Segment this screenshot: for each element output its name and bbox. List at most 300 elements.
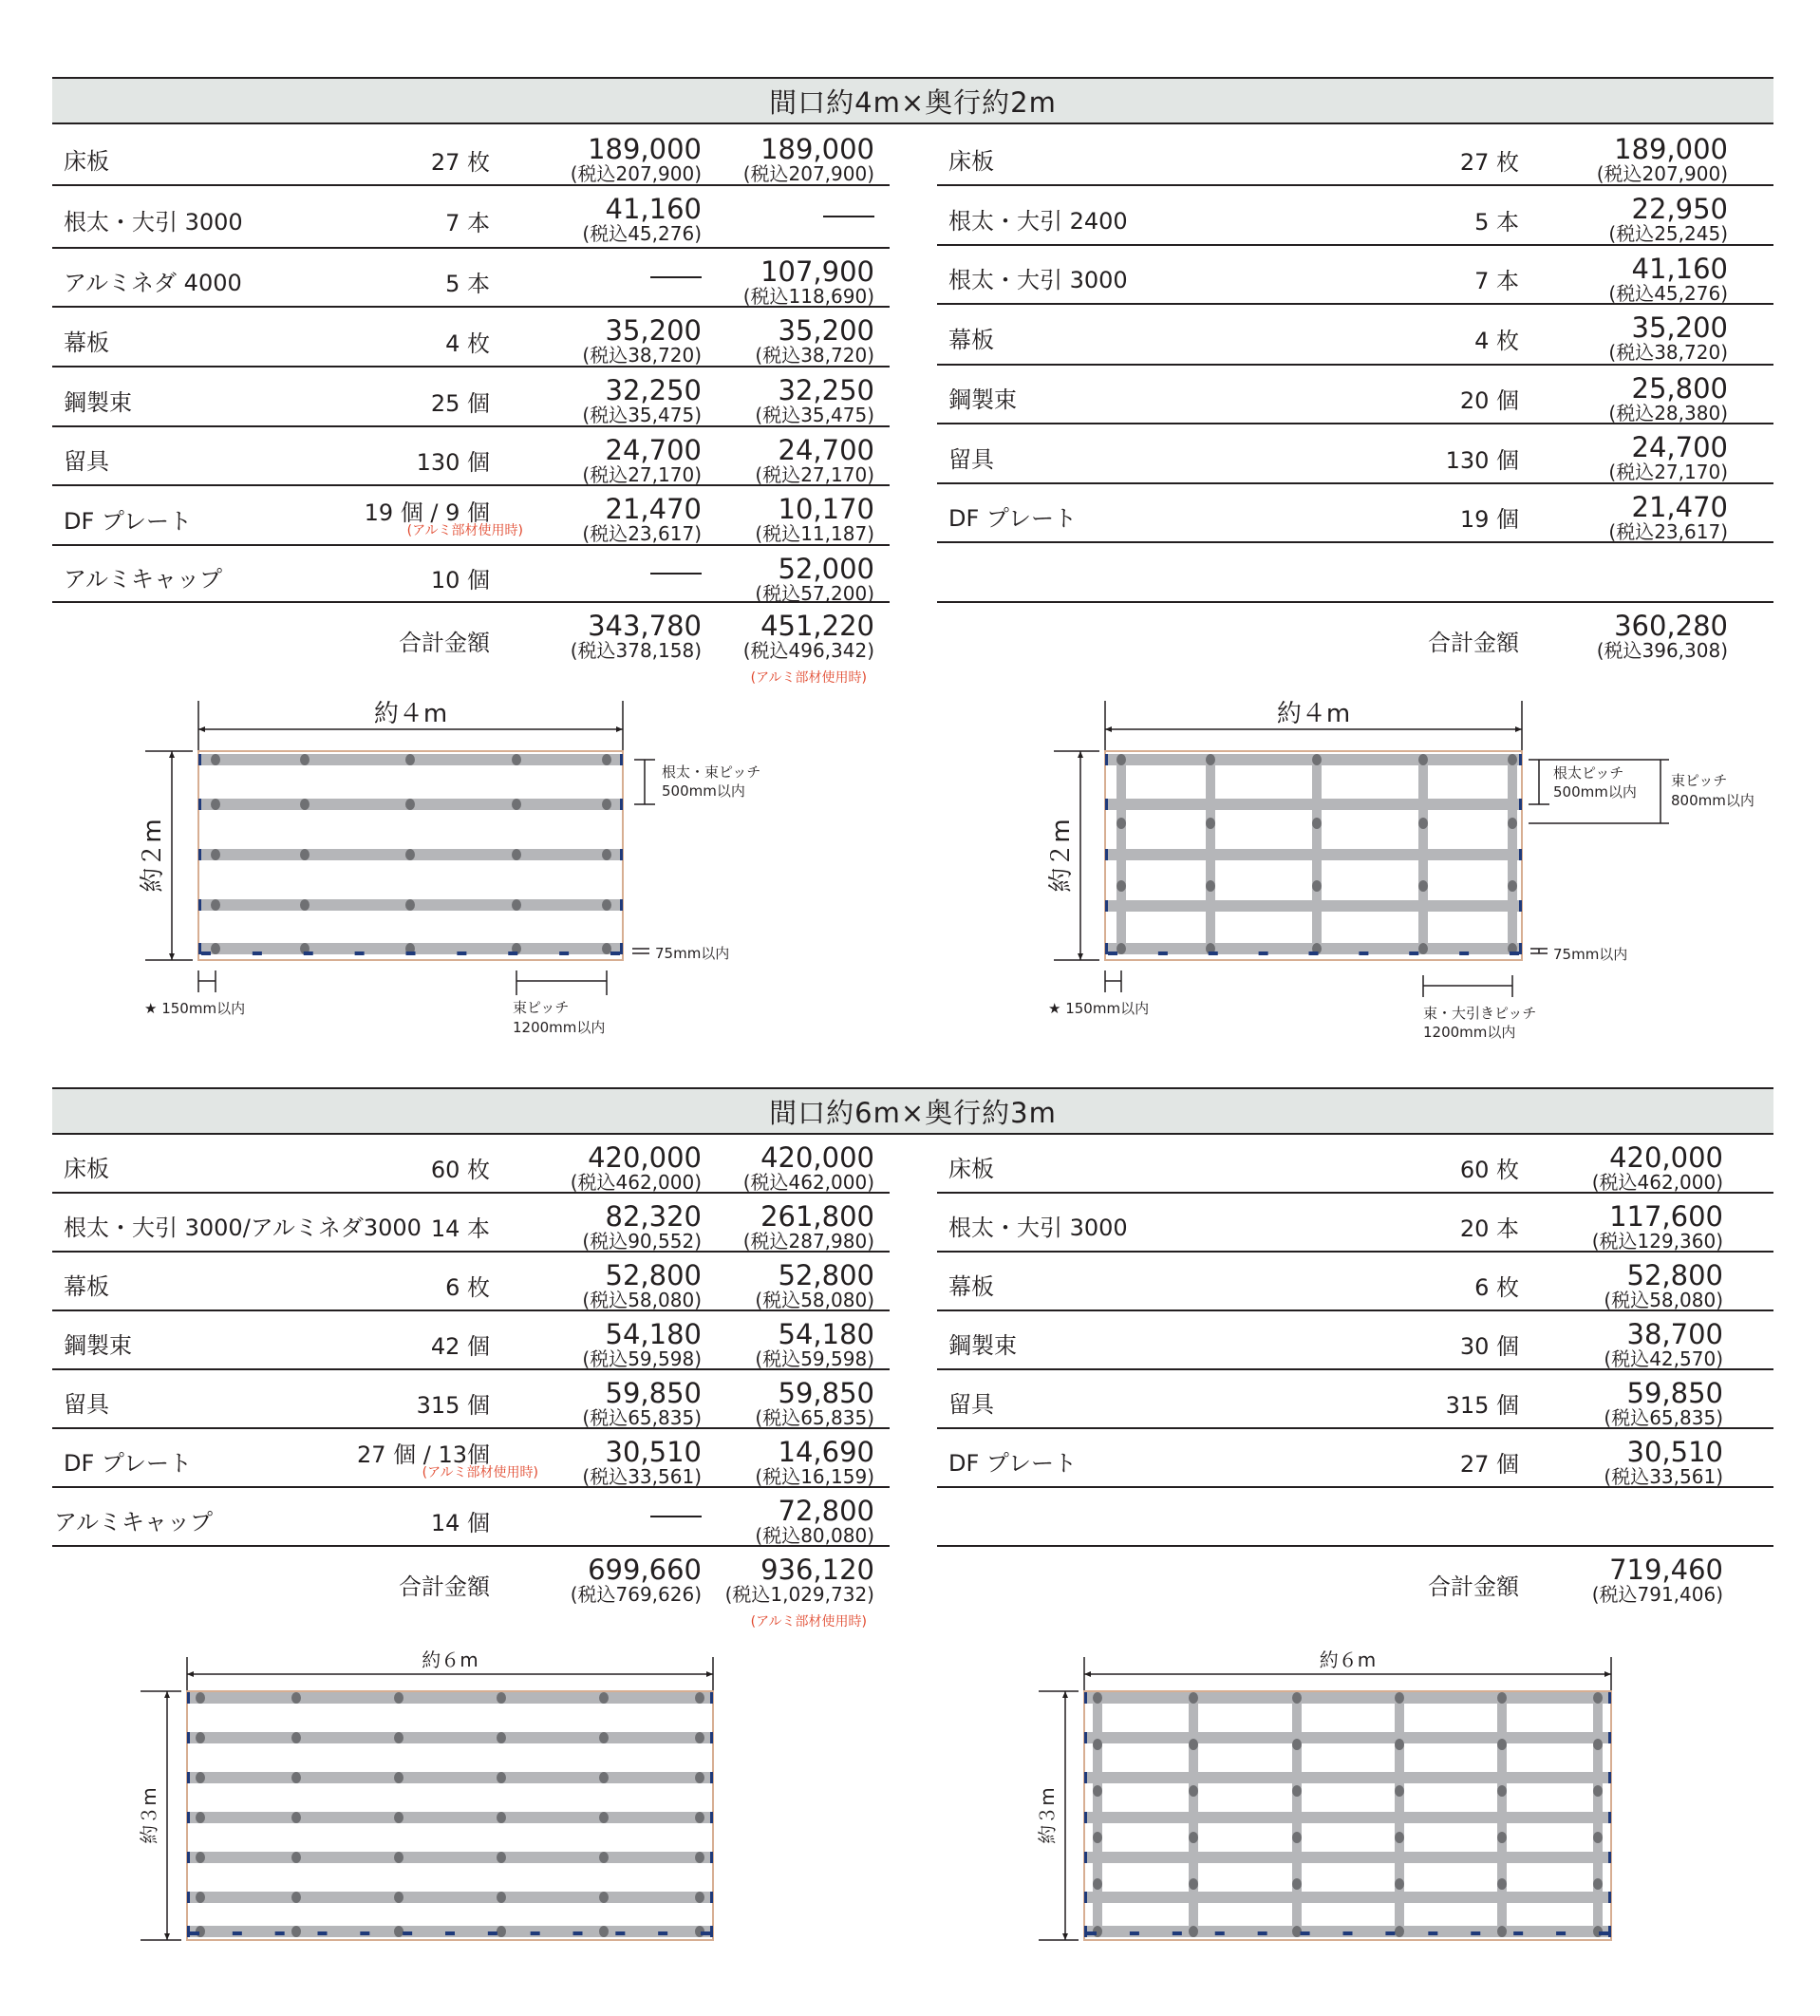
joist-pitch-value: 500mm以内 [1553,783,1637,801]
joist-beam [1084,1692,1611,1704]
steel-post [695,1892,704,1903]
price-standard-value: 30,510 [605,1436,702,1468]
steel-post [196,1812,205,1823]
steel-post [300,754,310,765]
item-name: 床板 [64,1156,109,1182]
price-tax: (税込38,720) [1608,341,1728,364]
price-tax: (税込42,570) [1604,1347,1723,1370]
joist-end-marker [187,1772,190,1783]
total-price-value: 360,280 [1614,610,1728,642]
fastener-marker [403,1931,412,1935]
fastener-marker [1599,1931,1608,1935]
price-tax: (税込27,170) [1608,461,1728,483]
price-standard-value: 82,320 [605,1200,702,1233]
depth-label: 約３m [1036,1787,1059,1844]
arrow-head-icon [1084,1671,1091,1677]
steel-post [1593,1832,1603,1843]
item-name: 幕板 [948,1273,994,1300]
item-quantity: 315 個 [416,1392,490,1419]
steel-post [405,754,415,765]
joist-end-marker [620,799,623,810]
price-aluminum-tax: (税込80,080) [755,1524,874,1547]
arrow-head-icon [164,1933,170,1940]
arrow-head-icon [1604,1671,1611,1677]
price-aluminum-tax: (税込65,835) [755,1406,874,1429]
steel-post [1508,880,1517,892]
item-quantity: 20 個 [1459,387,1519,414]
item-name: DF プレート [948,505,1077,532]
steel-post [1497,1785,1507,1797]
price-tax: (税込207,900) [1596,162,1728,185]
steel-post [1189,1785,1198,1797]
steel-post [1418,754,1428,765]
fastener-marker [275,1931,285,1935]
arrow-head-icon [1515,726,1522,732]
steel-post [394,1812,403,1823]
steel-post [394,1926,403,1937]
price-standard-tax: (税込23,617) [582,522,702,545]
post-pitch-label: 束・大引きピッチ [1423,1005,1537,1022]
price-value: 30,510 [1626,1436,1723,1468]
steel-post [1093,1785,1102,1797]
item-quantity: 14 個 [430,1510,490,1536]
width-label: 約６m [1319,1649,1377,1671]
item-name: 留具 [64,448,109,475]
joist-end-marker [1519,849,1522,860]
steel-post [1593,1785,1603,1797]
steel-post [211,943,220,954]
joist-end-marker [1608,1772,1611,1783]
steel-post [695,1852,704,1863]
item-name: 鋼製束 [948,386,1017,413]
price-aluminum-value: 54,180 [778,1318,874,1350]
steel-post [211,899,220,911]
item-name: DF プレート [64,1450,192,1477]
fastener-marker [1459,951,1469,955]
item-name: 留具 [948,445,994,473]
steel-post [300,899,310,911]
price-tax: (税込25,245) [1608,222,1728,245]
price-value: 24,700 [1631,431,1728,463]
arrow-head-icon [1105,726,1112,732]
arrow-head-icon [1062,1691,1068,1698]
joist-pitch-label: 根太ピッチ [1553,764,1624,782]
item-name: 鋼製束 [64,388,132,416]
item-quantity: 14 本 [430,1215,490,1242]
price-standard-tax: (税込59,598) [582,1347,702,1370]
steel-post [1292,1739,1302,1750]
aluminum-note: (アルミ部材使用時) [406,522,523,538]
price-aluminum-tax: (税込287,980) [742,1230,874,1253]
joist-beam [1084,1772,1611,1783]
item-name: アルミネダ 4000 [64,270,242,296]
steel-post [1593,1878,1603,1890]
steel-post [1189,1878,1198,1890]
item-quantity: 27 枚 [1459,148,1519,176]
fastener-marker [190,1931,199,1935]
total-aluminum-tax: (税込496,342) [742,639,874,662]
joist-end-marker [1519,754,1522,765]
item-name: 鋼製束 [948,1332,1017,1359]
steel-post [196,1892,205,1903]
joist-beam [1084,1812,1611,1823]
joist-beam [187,1852,713,1863]
steel-post [1312,818,1322,829]
steel-post [695,1732,704,1743]
item-name: 幕板 [948,327,994,353]
price-aluminum-value: 24,700 [778,434,874,466]
post-pitch-label: 束ピッチ [1671,772,1728,789]
steel-post [1395,1926,1404,1937]
item-name: 根太・大引 2400 [948,207,1128,235]
item-quantity: 130 個 [1445,446,1519,474]
joist-end-marker [1608,1852,1611,1863]
steel-post [1206,754,1215,765]
joist-beam [187,1772,713,1783]
fastener-marker [573,1931,583,1935]
steel-post [599,1852,609,1863]
fastener-marker [1309,951,1319,955]
total-standard-tax: (税込769,626) [570,1583,702,1606]
steel-post [512,799,521,810]
section-1-title: 間口約4m×奥行約2m [769,85,1057,119]
item-name: 床板 [948,147,994,175]
edge-distance-label: 75mm以内 [1553,946,1628,963]
joist-beam [187,1892,713,1903]
fastener-marker [615,1931,625,1935]
total-standard-value: 343,780 [588,610,702,642]
steel-post [695,1772,704,1783]
price-value: 420,000 [1609,1141,1723,1174]
steel-post [602,943,611,954]
width-label: 約６m [422,1649,478,1671]
arrow-head-icon [187,1671,194,1677]
post-pitch-value: 1200mm以内 [1423,1024,1516,1041]
post-pitch-value: 1200mm以内 [513,1019,606,1036]
steel-post [196,1692,205,1704]
fastener-marker [406,951,416,955]
joist-end-marker [1608,1812,1611,1823]
steel-post [1497,1878,1507,1890]
steel-post [1508,818,1517,829]
item-quantity: 25 個 [430,389,490,417]
total-aluminum-note: (アルミ部材使用時) [750,1614,867,1630]
steel-post [1116,818,1126,829]
price-aluminum-tax: (税込35,475) [755,404,874,426]
joist-pitch-value: 500mm以内 [662,782,745,800]
diagram-section-2-right [1036,1649,1611,1940]
price-standard-value: 32,250 [605,374,702,406]
steel-post [291,1892,301,1903]
price-value: 22,950 [1631,193,1728,225]
depth-label: 約２m [139,819,167,893]
item-name: DF プレート [64,507,192,535]
star-offset-label: ★ 150mm以内 [1048,1000,1150,1017]
joist-end-marker [1084,1892,1087,1903]
fastener-marker [1513,1931,1523,1935]
arrow-head-icon [616,726,623,732]
item-quantity: 42 個 [430,1333,490,1360]
price-standard-tax: (税込27,170) [582,463,702,486]
total-standard-value: 699,660 [588,1554,702,1586]
steel-post [512,849,521,860]
fastener-marker [1209,951,1218,955]
star-offset-label: ★ 150mm以内 [144,1000,246,1017]
diagram-section-1-right [1047,700,1754,1041]
steel-post [1189,1926,1198,1937]
fastener-marker [1108,951,1117,955]
steel-post [1206,818,1215,829]
steel-post [1497,1926,1507,1937]
joist-beam [187,1812,713,1823]
item-quantity: 5 本 [445,271,490,297]
joist-beam [187,1692,713,1704]
fastener-marker [318,1931,328,1935]
fastener-marker [1130,1931,1139,1935]
item-quantity: 27 枚 [430,148,490,176]
steel-post [602,899,611,911]
steel-post [1116,880,1126,892]
joist-beam [187,1732,713,1743]
item-name: DF プレート [948,1450,1077,1477]
steel-post [394,1772,403,1783]
fastener-marker [1471,1931,1480,1935]
price-aluminum-tax: (税込462,000) [742,1171,874,1194]
joist-end-marker [1519,799,1522,810]
steel-post [497,1692,506,1704]
price-standard-value: 189,000 [588,133,702,165]
price-tax: (税込28,380) [1608,402,1728,424]
price-standard-value: 52,800 [605,1259,702,1291]
steel-post [497,1772,506,1783]
steel-post [602,849,611,860]
item-quantity: 27 個 [1459,1451,1519,1478]
steel-post [1593,1739,1603,1750]
steel-post [1206,880,1215,892]
section-2-title: 間口約6m×奥行約3m [769,1096,1057,1129]
steel-post [291,1926,301,1937]
item-quantity: 60 枚 [430,1157,490,1183]
price-tax: (税込45,276) [1608,282,1728,305]
fastener-marker [1158,951,1168,955]
arrow-head-icon [1062,1933,1068,1940]
price-aluminum-tax: (税込27,170) [755,463,874,486]
item-quantity: 27 個 / 13個 [356,1441,490,1468]
steel-post [602,799,611,810]
steel-post [1395,1832,1404,1843]
width-label: 約４m [1276,700,1351,728]
joist-end-marker [187,1892,190,1903]
steel-post [196,1852,205,1863]
total-label: 合計金額 [1428,630,1519,656]
price-standard-value: 24,700 [605,434,702,466]
fastener-marker [201,951,211,955]
steel-post [1292,1926,1302,1937]
price-standard-tax: (税込65,835) [582,1406,702,1429]
total-aluminum-value: 451,220 [760,610,874,642]
depth-label: 約３m [138,1787,160,1844]
fastener-marker [445,1931,455,1935]
steel-post [599,1772,609,1783]
fastener-marker [559,951,569,955]
price-standard-tax: (税込35,475) [582,404,702,426]
price-aluminum-value: 52,000 [778,553,874,585]
joist-end-marker [198,799,201,810]
joist-end-marker [620,754,623,765]
joist-end-marker [1105,849,1108,860]
price-aluminum-value: 14,690 [778,1436,874,1468]
steel-post [695,1692,704,1704]
price-tax: (税込23,617) [1608,520,1728,543]
price-aluminum-tax: (税込207,900) [742,162,874,185]
steel-post [599,1692,609,1704]
diagram-section-1-left [139,700,760,1036]
steel-post [1418,880,1428,892]
total-price-tax: (税込396,308) [1596,639,1728,662]
item-name: 根太・大引 3000 [64,209,243,236]
joist-end-marker [187,1692,190,1704]
price-standard-tax: (税込90,552) [582,1230,702,1253]
joist-end-marker [187,1812,190,1823]
steel-post [1395,1878,1404,1890]
item-quantity: 30 個 [1459,1333,1519,1360]
arrow-head-icon [198,726,205,732]
item-name: 幕板 [64,1273,109,1300]
price-aluminum-tax: (税込59,598) [755,1347,874,1370]
item-name: アルミキャップ [54,1509,214,1536]
price-aluminum-value: 52,800 [778,1259,874,1291]
fastener-marker [1173,1931,1182,1935]
item-name: 根太・大引 3000 [948,267,1128,293]
joist-beam [1105,799,1522,810]
price-standard-tax: (税込38,720) [582,344,702,367]
price-value: 25,800 [1631,372,1728,405]
joist-beam [1084,1732,1611,1743]
price-value: 189,000 [1614,133,1728,165]
item-quantity: 5 本 [1474,208,1519,236]
steel-post [599,1732,609,1743]
edge-distance-label: 75mm以内 [655,945,730,962]
joist-end-marker [198,943,201,954]
item-quantity: 6 枚 [445,1274,490,1301]
steel-post [300,849,310,860]
aluminum-note: (アルミ部材使用時) [422,1465,538,1480]
steel-post [695,1812,704,1823]
steel-post [405,849,415,860]
joist-end-marker [1084,1772,1087,1783]
steel-post [1593,1692,1603,1704]
price-aluminum-value: 189,000 [760,133,874,165]
price-value: 35,200 [1631,311,1728,344]
price-value: 117,600 [1609,1200,1723,1233]
total-standard-tax: (税込378,158) [570,639,702,662]
steel-post [1292,1878,1302,1890]
arrow-head-icon [169,953,175,960]
price-standard-value: 35,200 [605,314,702,347]
price-aluminum-value: 107,900 [760,255,874,288]
total-aluminum-tax: (税込1,029,732) [724,1583,874,1606]
item-quantity: 19 個 / 9 個 [364,499,490,526]
steel-post [291,1772,301,1783]
fastener-marker [658,1931,667,1935]
steel-post [1189,1832,1198,1843]
arrow-head-icon [164,1691,170,1698]
steel-post [1395,1692,1404,1704]
arrow-head-icon [1078,751,1083,758]
item-quantity: 20 本 [1459,1215,1519,1242]
item-name: 床板 [64,147,109,175]
price-tax: (税込58,080) [1604,1289,1723,1311]
price-value: 21,470 [1631,491,1728,523]
post-pitch-value: 800mm以内 [1671,792,1754,809]
fastener-marker [701,1931,710,1935]
price-aluminum-value: 261,800 [760,1200,874,1233]
joist-end-marker [620,943,623,954]
item-quantity: 4 枚 [1474,328,1519,354]
total-aluminum-note: (アルミ部材使用時) [750,670,867,686]
fastener-marker [1385,1931,1395,1935]
total-label: 合計金額 [399,1573,490,1600]
fastener-marker [488,1931,497,1935]
price-value: 41,160 [1631,253,1728,285]
steel-post [394,1732,403,1743]
steel-post [211,849,220,860]
total-aluminum-value: 936,120 [760,1554,874,1586]
price-aluminum-tax: (税込58,080) [755,1289,874,1311]
fastener-marker [1510,951,1519,955]
steel-post [291,1852,301,1863]
diagram-section-2-left [138,1649,713,1940]
item-quantity: 6 枚 [1474,1274,1519,1301]
fastener-marker [531,1931,540,1935]
steel-post [1292,1785,1302,1797]
fastener-marker [1087,1931,1097,1935]
price-value: 59,850 [1626,1377,1723,1409]
fastener-marker [1259,951,1268,955]
fastener-marker [304,951,313,955]
joist-end-marker [620,899,623,911]
arrow-head-icon [706,1671,713,1677]
steel-post [394,1692,403,1704]
arrow-head-icon [1078,953,1083,960]
price-standard-tax: (税込207,900) [570,162,702,185]
steel-post [394,1892,403,1903]
price-aluminum-tax: (税込57,200) [755,582,874,605]
joist-end-marker [1084,1812,1087,1823]
steel-post [1116,754,1126,765]
steel-post [512,899,521,911]
joist-end-marker [187,1852,190,1863]
joist-end-marker [1519,943,1522,954]
price-aluminum-value: 72,800 [778,1495,874,1527]
price-aluminum-value: 59,850 [778,1377,874,1409]
joist-end-marker [1105,754,1108,765]
steel-post [497,1812,506,1823]
steel-post [291,1692,301,1704]
joist-pitch-label: 根太・束ピッチ [662,763,761,781]
price-aluminum-tax: (税込16,159) [755,1465,874,1488]
price-standard-value: 420,000 [588,1141,702,1174]
steel-post [602,754,611,765]
steel-post [291,1812,301,1823]
fastener-marker [1556,1931,1566,1935]
joist-end-marker [710,1892,713,1903]
post-pitch-label: 束ピッチ [513,999,570,1016]
item-name: 留具 [64,1391,109,1418]
item-name: 鋼製束 [64,1332,132,1359]
steel-post [497,1892,506,1903]
arrow-head-icon [169,751,175,758]
